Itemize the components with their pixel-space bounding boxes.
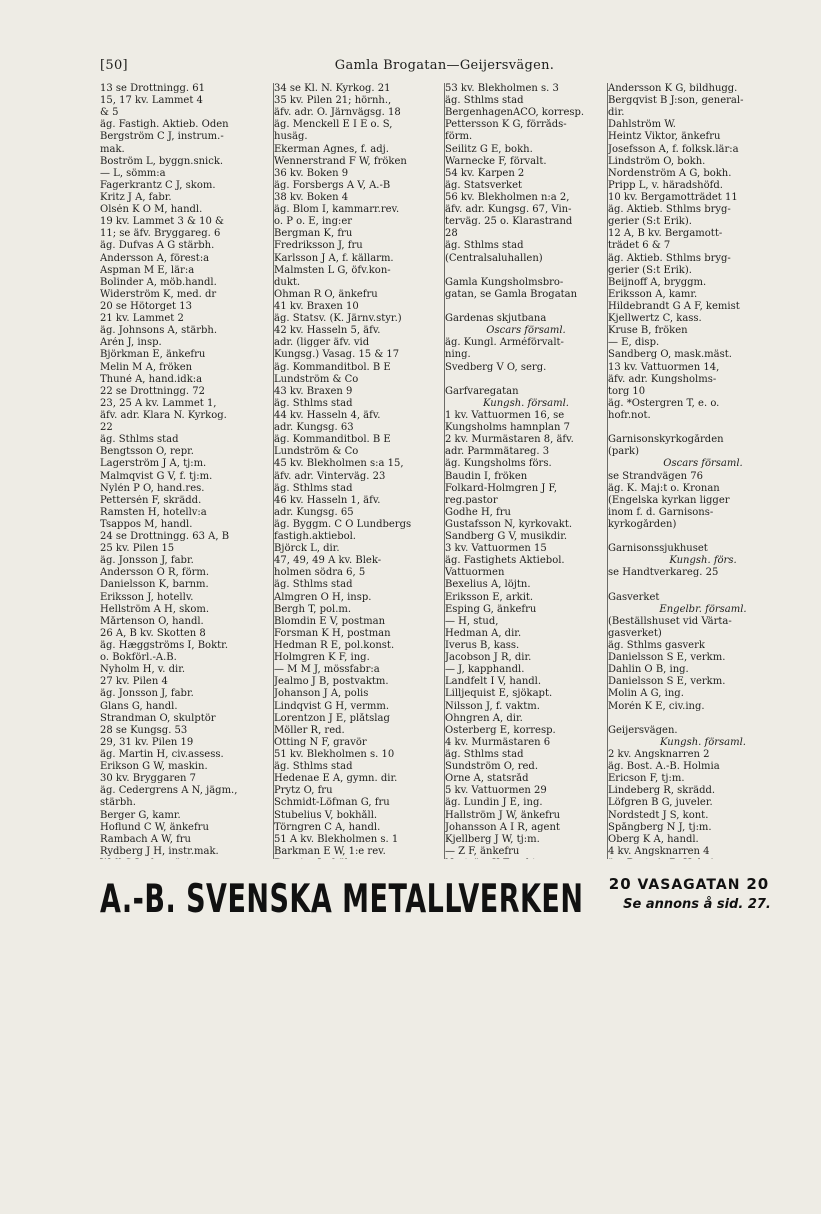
directory-line: gerier (S:t Erik). xyxy=(608,264,692,276)
directory-line: Fredriksson J, fru xyxy=(274,240,363,252)
directory-line: Kungsh. förs. xyxy=(669,555,737,567)
directory-line: Kungsh. församl. xyxy=(483,397,569,409)
directory-line: 5 kv. Vattuormen 29 xyxy=(445,785,547,797)
directory-line: Iverus B, kass. xyxy=(445,640,520,652)
directory-line: äfv. adr. Kungsholms- xyxy=(608,373,717,385)
directory-line: adr. Parmmätareg. 3 xyxy=(445,446,550,458)
directory-line: Widerström K, med. dr xyxy=(100,288,217,300)
directory-line xyxy=(274,858,443,859)
column-divider xyxy=(444,83,445,859)
directory-line: 34 se Kl. N. Kyrkog. 21 xyxy=(274,83,391,94)
directory-line: gerier (S:t Erik). xyxy=(608,216,692,228)
directory-line: stärbh. xyxy=(100,797,136,809)
directory-line: Blomdin E V, postman xyxy=(274,615,386,627)
directory-line: äg. Blom I, kammarr.rev. xyxy=(274,204,400,216)
directory-line: äg. Dufvas A G stärbh. xyxy=(100,240,215,252)
directory-line: Johanson J A, polis xyxy=(274,688,369,700)
directory-line: 2 kv. Ängsknarren 2 xyxy=(608,749,710,761)
directory-line: Spångberg N J, tj:m. xyxy=(608,821,712,833)
directory-line: Geijersvägen. xyxy=(608,724,678,736)
directory-line: äg. Aktieb. Sthlms bryg- xyxy=(608,204,731,216)
directory-line: Schmidt-Löfman G, fru xyxy=(274,797,390,809)
directory-line: Olsén K O M, handl. xyxy=(100,204,203,216)
directory-line: 46 kv. Hasseln 1, äfv. xyxy=(274,494,381,506)
directory-line: se Handtverkareg. 25 xyxy=(608,567,719,579)
directory-line: Hoflund C W, änkefru xyxy=(100,821,209,833)
directory-line: äg. Kungl. Arméförvalt- xyxy=(445,337,564,349)
directory-line: äg. Kommanditbol. B E xyxy=(274,434,391,446)
directory-line: äg. Sthlms stad xyxy=(274,579,353,591)
directory-line: äfv. adr. Vinterväg. 23 xyxy=(274,470,386,482)
directory-line: Godhe H, fru xyxy=(445,506,511,518)
directory-line: 47, 49, 49 A kv. Blek- xyxy=(274,555,382,567)
directory-line: äg. Fastigh. Aktieb. Oden xyxy=(100,119,229,131)
directory-line: Heintz Viktor, änkefru xyxy=(608,131,721,143)
directory-line: fastigh.aktiebol. xyxy=(274,531,356,543)
directory-line: Fagerkrantz C J, skom. xyxy=(100,179,216,191)
directory-line: äg. Cedergrens A N, jägm., xyxy=(100,785,238,797)
directory-line: 43 kv. Braxen 9 xyxy=(274,385,353,397)
directory-line: se Strandvägen 76 xyxy=(608,470,703,482)
directory-line: Melin M A, fröken xyxy=(100,361,193,373)
directory-line: 1 kv. Vattuormen 16, se xyxy=(445,409,565,421)
directory-line: Eriksson J, hotellv. xyxy=(100,591,194,603)
directory-line: äg. Johnsons A, stärbh. xyxy=(100,325,218,337)
directory-line: — M M J, mössfabr:a xyxy=(274,664,380,676)
directory-line: Gamla Kungsholmsbro- xyxy=(445,276,564,288)
directory-line: 3 kv. Vattuormen 15 xyxy=(445,543,547,555)
directory-line xyxy=(608,531,798,543)
directory-line: äg. Byggm. C O Lundbergs xyxy=(274,518,412,530)
directory-line: Pettersén F, skrädd. xyxy=(100,494,202,506)
directory-column-3 xyxy=(445,83,607,859)
directory-line: äg. Sthlms stad xyxy=(274,397,353,409)
directory-line: Kungsh. församl. xyxy=(660,736,746,748)
directory-line: Pripp L, v. häradshöfd. xyxy=(608,179,723,191)
directory-line: 35 kv. Pilen 21; hörnh., xyxy=(274,95,392,107)
directory-line: 2 kv. Murmästaren 8, äfv. xyxy=(445,434,574,446)
directory-line: Björkman E, änkefru xyxy=(100,349,206,361)
directory-line: äg. Sthlms stad xyxy=(274,761,353,773)
directory-line: holmen södra 6, 5 xyxy=(274,567,366,579)
directory-line: & 5 xyxy=(100,107,119,119)
directory-line: Rambach A W, fru xyxy=(100,833,191,845)
directory-line: äg. Bost. A.-B. Holmia xyxy=(608,761,720,773)
directory-line: Beijnoff A, bryggm. xyxy=(608,276,707,288)
directory-line: Bergh T, pol.m. xyxy=(274,603,352,615)
directory-line: BergenhagenACO, korresp. xyxy=(445,107,585,119)
directory-column-2 xyxy=(274,83,443,859)
directory-line xyxy=(608,858,798,859)
directory-line: Engelbr. församl. xyxy=(659,603,747,615)
directory-line: Hallström J W, änkefru xyxy=(445,809,561,821)
directory-line: 54 kv. Karpen 2 xyxy=(445,167,525,179)
directory-line: äg. Kommanditbol. B E xyxy=(274,361,391,373)
directory-line: Nordenström A G, bokh. xyxy=(608,167,732,179)
directory-line xyxy=(608,579,798,591)
address-number: 20 xyxy=(746,875,770,893)
directory-line: 30 kv. Bryggaren 7 xyxy=(100,773,197,785)
directory-line: förm. xyxy=(445,131,473,143)
directory-line: 28 xyxy=(445,228,458,240)
directory-line: 20 se Hötorget 13 xyxy=(100,300,192,312)
directory-line: äg. Aktieb. Sthlms bryg- xyxy=(608,252,731,264)
directory-line: äg. Sthlms gasverk xyxy=(608,640,705,652)
directory-line: (Engelska kyrkan ligger xyxy=(608,494,730,506)
directory-line: Oscars församl. xyxy=(486,325,566,337)
directory-line: reg.pastor xyxy=(445,494,498,506)
directory-line xyxy=(608,713,798,725)
directory-line: 53 kv. Blekholmen s. 3 xyxy=(445,83,559,94)
directory-line: äg. Sthlms stad xyxy=(445,749,524,761)
directory-line: 11; se äfv. Bryggareg. 6 xyxy=(100,228,221,240)
directory-line: 24 se Drottningg. 63 A, B xyxy=(100,531,230,543)
directory-line: äg. Sthlms stad xyxy=(100,434,179,446)
directory-line: 15, 17 kv. Lammet 4 xyxy=(100,95,203,107)
directory-line: äfv. adr. Ö. Järnvägsg. 18 xyxy=(274,107,401,119)
page-header xyxy=(100,58,789,78)
directory-line: äg. *Östergren T, e. o. xyxy=(608,397,720,409)
directory-line: Lundström & Co xyxy=(274,446,359,458)
directory-line: Otting N F, gravör xyxy=(274,736,367,748)
directory-line: — H, stud, xyxy=(445,615,499,627)
directory-line: Glans G, handl. xyxy=(100,700,178,712)
directory-line xyxy=(100,858,272,859)
directory-line: — E, disp. xyxy=(608,337,660,349)
directory-line: 21 kv. Lammet 2 xyxy=(100,313,184,325)
directory-line: äg. Jonsson J, fabr. xyxy=(100,555,194,567)
directory-line: äfv. adr. Klara N. Kyrkog. xyxy=(100,409,227,421)
directory-line: 22 se Drottningg. 72 xyxy=(100,385,205,397)
directory-line: adr. Kungsg. 63 xyxy=(274,422,354,434)
directory-line: Morén K E, civ.ing. xyxy=(608,700,705,712)
directory-line: Kjellwertz C, kass. xyxy=(608,313,702,325)
directory-line: (Centralsaluhallen) xyxy=(445,252,543,264)
directory-line: Garfvaregatan xyxy=(445,385,519,397)
directory-line: Lindqvist G H, vermm. xyxy=(274,700,389,712)
directory-line: Andersson K G, bildhugg. xyxy=(608,83,738,94)
directory-line: 51 A kv. Blekholmen s. 1 xyxy=(274,833,399,845)
directory-line: mak. xyxy=(100,143,125,155)
directory-line: dir. xyxy=(608,107,625,119)
directory-column-4 xyxy=(608,83,798,859)
directory-line: Mårtenson O, handl. xyxy=(100,615,204,627)
directory-line: Hellström A H, skom. xyxy=(100,603,209,615)
directory-line: Oscars församl. xyxy=(663,458,743,470)
directory-line: Rydberg J H, instr.mak. xyxy=(100,845,219,857)
advertiser-name: A.-B. SVENSKA METALLVERKEN xyxy=(100,877,584,922)
directory-line: 38 kv. Boken 4 xyxy=(274,191,349,203)
directory-line: Danielsson S E, verkm. xyxy=(608,676,726,688)
directory-line: 42 kv. Hasseln 5, äfv. xyxy=(274,325,381,337)
directory-line: 41 kv. Braxen 10 xyxy=(274,300,359,312)
directory-line: 56 kv. Blekholmen n:a 2, xyxy=(445,191,570,203)
directory-line: Eriksson A, kamr. xyxy=(608,288,698,300)
directory-line: Hedenae E A, gymn. dir. xyxy=(274,773,398,785)
directory-line: Nordstedt J S, kont. xyxy=(608,809,709,821)
directory-line: Sundström O, red. xyxy=(445,761,538,773)
directory-line: Möller R, red. xyxy=(274,724,345,736)
directory-line: Landfelt I V, handl. xyxy=(445,676,542,688)
directory-line: (park) xyxy=(608,446,640,458)
directory-line: Lundström & Co xyxy=(274,373,359,385)
directory-line: Nyholm H, v. dir. xyxy=(100,664,186,676)
page-number: [50] xyxy=(100,58,128,73)
directory-line: Gustafsson N, kyrkovakt. xyxy=(445,518,573,530)
directory-line: 44 kv. Hasseln 4, äfv. xyxy=(274,409,381,421)
directory-line: 13 se Drottningg. 61 xyxy=(100,83,205,94)
directory-line: äg. Martin H, civ.assess. xyxy=(100,749,224,761)
directory-line: Ekerman Agnes, f. adj. xyxy=(274,143,389,155)
directory-line: Forsman K H, postman xyxy=(274,627,391,639)
advertiser-address xyxy=(580,875,798,893)
directory-line: Aspman M E, lär:a xyxy=(100,264,195,276)
directory-line: Pettersson K G, förråds- xyxy=(445,119,567,131)
directory-line: 51 kv. Blekholmen s. 10 xyxy=(274,749,395,761)
directory-line: gatan, se Gamla Brogatan xyxy=(445,288,578,300)
directory-line: Andersson A, förest:a xyxy=(100,252,210,264)
directory-line: gasverket) xyxy=(608,627,662,639)
directory-line: 27 kv. Pilen 4 xyxy=(100,676,168,688)
directory-line: Ramsten H, hotellv:a xyxy=(100,506,207,518)
directory-line: äg. K. Maj:t o. Kronan xyxy=(608,482,720,494)
advertisement-banner xyxy=(100,875,798,923)
directory-line: 10 kv. Bergamotträdet 11 xyxy=(608,191,738,203)
directory-line: Berger G, kamr. xyxy=(100,809,181,821)
directory-line: Folkard-Holmgren J F, xyxy=(445,482,558,494)
directory-line: äg. Lundin J E, ing. xyxy=(445,797,543,809)
directory-line: Lagerström J A, tj:m. xyxy=(100,458,207,470)
directory-line: inom f. d. Garnisons- xyxy=(608,506,714,518)
directory-line: äg. Kungsholms förs. xyxy=(445,458,552,470)
directory-line: Gasverket xyxy=(608,591,660,603)
directory-line: Öhngren A, dir. xyxy=(445,712,523,724)
directory-line: kyrkogården) xyxy=(608,518,677,530)
directory-line: Wennerstrand F W, fröken xyxy=(274,155,407,167)
directory-line: o. P o. E, ing:er xyxy=(274,216,353,228)
directory-line: Nilsson J, f. vaktm. xyxy=(445,700,540,712)
column-divider xyxy=(607,83,608,859)
directory-line: 29, 31 kv. Pilen 19 xyxy=(100,736,194,748)
directory-line: äg. Sthlms stad xyxy=(445,95,524,107)
directory-line: — J, kapphandl. xyxy=(445,664,525,676)
directory-line: Sandberg G V, musikdir. xyxy=(445,531,568,543)
directory-line: 28 se Kungsg. 53 xyxy=(100,724,188,736)
directory-line: 45 kv. Blekholmen s:a 15, xyxy=(274,458,404,470)
directory-line: Arén J, insp. xyxy=(100,337,162,349)
directory-line: 19 kv. Lammet 3 & 10 & xyxy=(100,216,224,228)
page-title: Gamla Brogatan—Geijersvägen. xyxy=(334,58,555,73)
directory-line: Almgren O H, insp. xyxy=(274,591,372,603)
directory-line: dukt. xyxy=(274,276,301,288)
directory-line: Josefsson A, f. folksk.lär:a xyxy=(608,143,739,155)
directory-line: Öhman R O, änkefru xyxy=(274,288,378,300)
directory-line: Esping G, änkefru xyxy=(445,603,537,615)
directory-line: Molin A G, ing. xyxy=(608,688,684,700)
directory-line: äg. Menckell E I E o. S, xyxy=(274,119,393,131)
directory-line: Vattuormen xyxy=(445,567,505,579)
directory-line: äg. Sthlms stad xyxy=(274,482,353,494)
directory-line: 12 A, B kv. Bergamott- xyxy=(608,228,723,240)
directory-line: o. Bokförl.-A.B. xyxy=(100,652,177,664)
directory-line: äg. Statsverket xyxy=(445,179,523,191)
directory-line: 25 kv. Pilen 15 xyxy=(100,543,175,555)
see-also-note: Se annons å sid. 27. xyxy=(623,897,771,912)
directory-columns xyxy=(100,83,798,859)
directory-line: Kritz J A, fabr. xyxy=(100,191,172,203)
directory-line: Warnecke F, förvalt. xyxy=(445,155,547,167)
directory-line: Hedman R E, pol.konst. xyxy=(274,640,395,652)
directory-line: Danielsson K, barnm. xyxy=(100,579,209,591)
directory-line: husäg. xyxy=(274,131,308,143)
directory-line: hofr.not. xyxy=(608,409,651,421)
directory-line: Jacobson J R, dir. xyxy=(445,652,532,664)
directory-line: Malmsten L G, öfv.kon- xyxy=(274,264,391,276)
directory-line: torg 10 xyxy=(608,385,646,397)
directory-line: 4 kv. Murmästaren 6 xyxy=(445,736,551,748)
directory-line: Kruse B, fröken xyxy=(608,325,688,337)
directory-line: äg. Fastighets Aktiebol. xyxy=(445,555,565,567)
directory-line: Hedman A, dir. xyxy=(445,627,522,639)
directory-line: — Z F, änkefru xyxy=(445,845,520,857)
address-number: 20 xyxy=(608,875,632,893)
directory-line xyxy=(445,858,607,859)
directory-line: äg. Hæggströms I, Boktr. xyxy=(100,640,229,652)
directory-line: äfv. adr. Kungsg. 67, Vin- xyxy=(445,204,572,216)
column-divider xyxy=(273,83,274,859)
directory-line: Barkman E W, 1:e rev. xyxy=(274,845,386,857)
directory-line: Ericson F, tj:m. xyxy=(608,773,685,785)
directory-line: Löfgren B G, juveler. xyxy=(608,797,713,809)
directory-line: 22 xyxy=(100,422,113,434)
directory-line: äg. Forsbergs A V, A.-B xyxy=(274,179,391,191)
directory-line: Tsappos M, handl. xyxy=(100,518,193,530)
directory-line: trädet 6 & 7 xyxy=(608,240,671,252)
directory-line: Andersson O R, förm. xyxy=(100,567,210,579)
directory-column-1 xyxy=(100,83,272,859)
directory-line: adr. Kungsg. 65 xyxy=(274,506,354,518)
directory-line: Jealmo J B, postvaktm. xyxy=(274,676,389,688)
directory-line: 4 kv. Ängsknarren 4 xyxy=(608,845,710,857)
directory-line: äg. Jonsson J, fabr. xyxy=(100,688,194,700)
directory-line: Thuné A, hand.idk:a xyxy=(100,373,203,385)
address-street: VASAGATAN xyxy=(637,877,741,893)
directory-line: (Beställshuset vid Värta- xyxy=(608,615,732,627)
directory-line: Öberg K A, handl. xyxy=(608,833,699,845)
directory-line: Bexelius A, löjtn. xyxy=(445,579,531,591)
directory-line: Stubelius V, bokhåll. xyxy=(274,809,378,821)
directory-line: Baudin I, fröken xyxy=(445,470,528,482)
directory-line: 36 kv. Boken 9 xyxy=(274,167,349,179)
directory-line: Danielsson S E, verkm. xyxy=(608,652,726,664)
directory-line xyxy=(608,422,798,434)
directory-line: Sandberg O, mask.mäst. xyxy=(608,349,732,361)
directory-line: Svedberg V O, serg. xyxy=(445,361,547,373)
directory-line: Bergqvist B J:son, general- xyxy=(608,95,744,107)
directory-line: Erikson G W, maskin. xyxy=(100,761,208,773)
directory-line: Bengtsson O, repr. xyxy=(100,446,194,458)
directory-line: adr. (ligger äfv. vid xyxy=(274,337,370,349)
directory-line: terväg. 25 o. Klarastrand xyxy=(445,216,573,228)
directory-line: Lindström O, bokh. xyxy=(608,155,706,167)
directory-line: 23, 25 A kv. Lammet 1, xyxy=(100,397,217,409)
directory-line: Örne A, statsråd xyxy=(445,773,529,785)
directory-line: — L, sömm:a xyxy=(100,167,166,179)
directory-line: ning. xyxy=(445,349,471,361)
directory-line: 26 A, B kv. Skotten 8 xyxy=(100,627,206,639)
directory-line xyxy=(445,374,607,386)
directory-line: Nylén P O, hand.res. xyxy=(100,482,205,494)
directory-line: Dahlström W. xyxy=(608,119,676,131)
directory-line: Bolinder A, möb.handl. xyxy=(100,276,217,288)
directory-line: Strandman O, skulptör xyxy=(100,712,216,724)
directory-line: Kjellberg J W, tj:m. xyxy=(445,833,540,845)
directory-line xyxy=(445,301,607,313)
directory-line: Lilljequist E, sjökapt. xyxy=(445,688,553,700)
directory-line: Holmgren K F, ing. xyxy=(274,652,370,664)
directory-line: Kungsg.) Vasag. 15 & 17 xyxy=(274,349,400,361)
directory-line: Gardenas skjutbana xyxy=(445,313,547,325)
directory-line: Dahlin O B, ing. xyxy=(608,664,689,676)
directory-line: Garnisonskyrkogården xyxy=(608,434,724,446)
directory-line: Eriksson E, arkit. xyxy=(445,591,534,603)
directory-line: Boström L, byggn.snick. xyxy=(100,155,224,167)
directory-line: Johansson A I R, agent xyxy=(445,821,560,833)
directory-line: Prytz O, fru xyxy=(274,785,333,797)
directory-line: äg. Statsv. (K. Järnv.styr.) xyxy=(274,313,402,325)
directory-line: Lorentzon J E, plåtslag xyxy=(274,712,390,724)
directory-line: Seilitz G E, bokh. xyxy=(445,143,533,155)
directory-line xyxy=(445,265,607,277)
directory-line: 13 kv. Vattuormen 14, xyxy=(608,361,720,373)
directory-line: Bergström C J, instrum.- xyxy=(100,131,224,143)
directory-line: äg. Sthlms stad xyxy=(445,240,524,252)
directory-line: Lindeberg R, skrädd. xyxy=(608,785,716,797)
directory-line: Törngren C A, handl. xyxy=(274,821,381,833)
directory-line: Malmqvist G V, f. tj:m. xyxy=(100,470,213,482)
directory-line: Karlsson J A, f. källarm. xyxy=(274,252,394,264)
directory-line: Bergman K, fru xyxy=(274,228,353,240)
directory-line: Kungsholms hamnplan 7 xyxy=(445,422,570,434)
directory-line: Österberg E, korresp. xyxy=(445,724,556,736)
directory-line: Björck L, dir. xyxy=(274,543,340,555)
directory-line: Hildebrandt G A F, kemist xyxy=(608,300,740,312)
directory-line: Garnisonssjukhuset xyxy=(608,543,708,555)
